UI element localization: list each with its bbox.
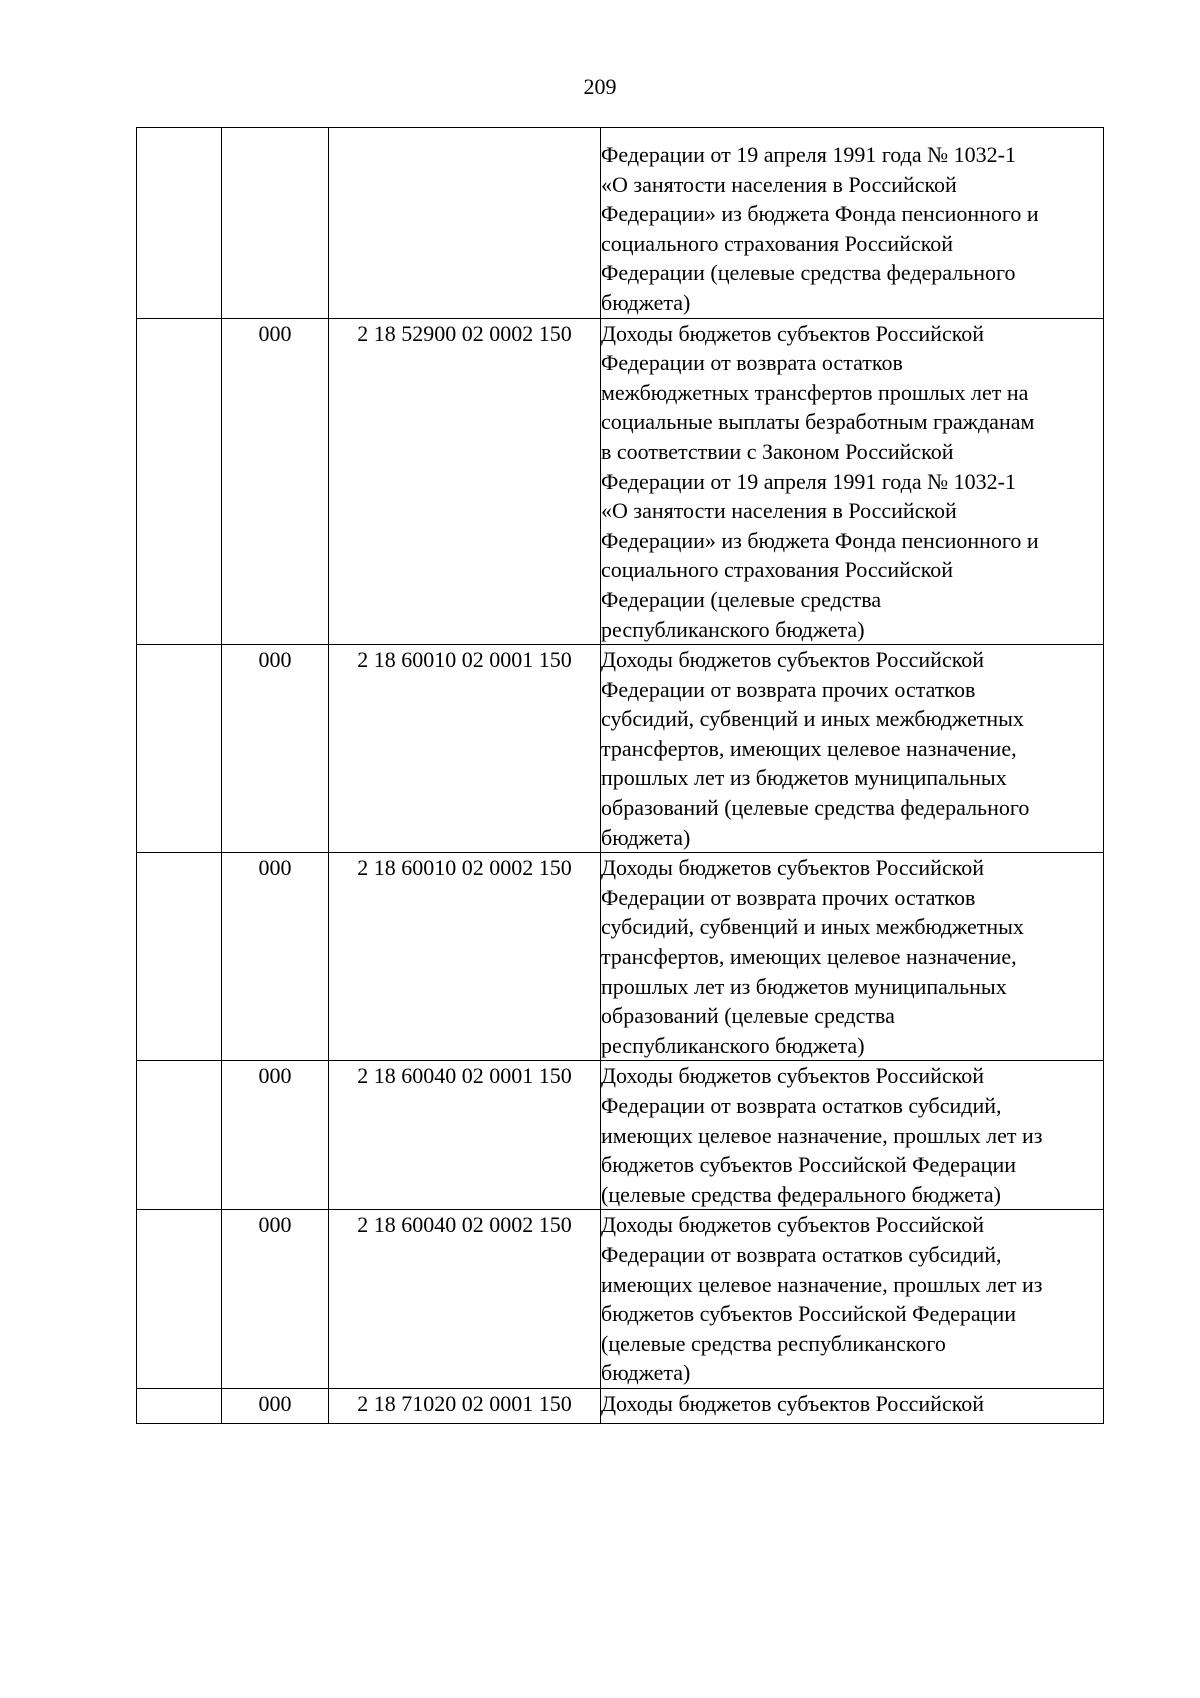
description-line: имеющих целевое назначение, прошлых лет из (601, 1271, 1043, 1297)
revenue-description-cell (601, 645, 1104, 853)
blank-cell (137, 128, 222, 319)
description-line: Доходы бюджетов субъектов Российской (601, 320, 985, 346)
description-line: Доходы бюджетов субъектов Российской (601, 1212, 985, 1238)
description-line: Доходы бюджетов субъектов Российской (601, 1390, 985, 1416)
revenue-code-cell: 2 18 71020 02 0001 150 (329, 1388, 601, 1423)
administrator-code-cell: 000 (222, 645, 329, 853)
administrator-code-cell: 000 (222, 1388, 329, 1423)
revenue-description-cell (601, 1388, 1104, 1423)
description-line: Федерации от 19 апреля 1991 года № 1032-1 (601, 468, 1016, 494)
table-body (137, 128, 1104, 1424)
description-line: образований (целевые средства федерального (601, 795, 1030, 821)
description-line: бюджета) (601, 289, 691, 315)
revenue-code-cell: 2 18 60040 02 0001 150 (329, 1061, 601, 1210)
description-line: Доходы бюджетов субъектов Российской (601, 1063, 985, 1089)
description-line: Федерации» из бюджета Фонда пенсионного и (601, 527, 1039, 553)
blank-cell (137, 645, 222, 853)
description-line: социального страхования Российской (601, 230, 954, 256)
table-row (137, 1210, 1104, 1389)
description-line: Доходы бюджетов субъектов Российской (601, 647, 985, 673)
description-line: субсидий, субвенций и иных межбюджетных (601, 914, 1024, 940)
description-line: (целевые средства федерального бюджета) (601, 1181, 1001, 1207)
administrator-code-cell (222, 128, 329, 319)
description-line: «О занятости населения в Российской (601, 498, 957, 524)
page-number: 209 (583, 74, 617, 99)
description-line: бюджета) (601, 824, 691, 850)
blank-cell (137, 853, 222, 1061)
revenue-description-cell (601, 128, 1104, 319)
description-line: имеющих целевое назначение, прошлых лет из (601, 1122, 1043, 1148)
description-line: Федерации от возврата прочих остатков (601, 676, 976, 702)
revenue-code-cell (329, 128, 601, 319)
table-row (137, 318, 1104, 645)
description-line: социальные выплаты безработным гражданам (601, 409, 1035, 435)
revenue-code-cell: 2 18 60010 02 0001 150 (329, 645, 601, 853)
description-line: социального страхования Российской (601, 557, 954, 583)
table-row (137, 1061, 1104, 1210)
description-line: прошлых лет из бюджетов муниципальных (601, 765, 1007, 791)
table-row (137, 1388, 1104, 1423)
administrator-code-cell: 000 (222, 853, 329, 1061)
description-line: межбюджетных трансфертов прошлых лет на (601, 379, 1029, 405)
table-row (137, 128, 1104, 319)
description-line: Федерации от возврата прочих остатков (601, 884, 976, 910)
revenue-description-cell (601, 1210, 1104, 1389)
description-line: образований (целевые средства (601, 1003, 895, 1029)
blank-cell (137, 1210, 222, 1389)
description-line: Федерации от возврата остатков субсидий, (601, 1093, 1002, 1118)
description-line: субсидий, субвенций и иных межбюджетных (601, 706, 1024, 732)
description-line: республиканского бюджета) (601, 1032, 865, 1058)
description-line: (целевые средства республиканского (601, 1330, 946, 1356)
description-line: Федерации» из бюджета Фонда пенсионного и (601, 201, 1039, 227)
revenue-code-cell: 2 18 60010 02 0002 150 (329, 853, 601, 1061)
description-line: Федерации (целевые средства (601, 586, 882, 612)
description-line: Федерации от возврата остатков субсидий, (601, 1241, 1002, 1267)
description-line: республиканского бюджета) (601, 616, 865, 642)
revenue-description-cell (601, 318, 1104, 645)
revenue-code-cell: 2 18 60040 02 0002 150 (329, 1210, 601, 1389)
description-line: бюджетов субъектов Российской Федерации (601, 1301, 1016, 1327)
description-line: Федерации (целевые средства федерального (601, 260, 1016, 286)
administrator-code-cell: 000 (222, 1061, 329, 1210)
description-line: Доходы бюджетов субъектов Российской (601, 855, 985, 881)
description-line: Федерации от 19 апреля 1991 года № 1032-1 (601, 142, 1016, 167)
blank-cell (137, 318, 222, 645)
revenue-description-cell (601, 1061, 1104, 1210)
revenue-description-cell (601, 853, 1104, 1061)
description-line: трансфертов, имеющих целевое назначение, (601, 944, 1017, 970)
description-line: трансфертов, имеющих целевое назначение, (601, 735, 1017, 761)
administrator-code-cell: 000 (222, 318, 329, 645)
description-line: в соответствии с Законом Российской (601, 438, 954, 464)
description-line: «О занятости населения в Российской (601, 171, 957, 197)
administrator-code-cell: 000 (222, 1210, 329, 1389)
description-line: бюджетов субъектов Российской Федерации (601, 1152, 1016, 1178)
table-row (137, 853, 1104, 1061)
blank-cell (137, 1061, 222, 1210)
description-line: бюджета) (601, 1360, 691, 1386)
blank-cell (137, 1388, 222, 1423)
revenue-code-cell: 2 18 52900 02 0002 150 (329, 318, 601, 645)
description-line: прошлых лет из бюджетов муниципальных (601, 973, 1007, 999)
table-row (137, 645, 1104, 853)
description-line: Федерации от возврата остатков (601, 350, 903, 376)
budget-classification-table (136, 127, 1104, 1424)
